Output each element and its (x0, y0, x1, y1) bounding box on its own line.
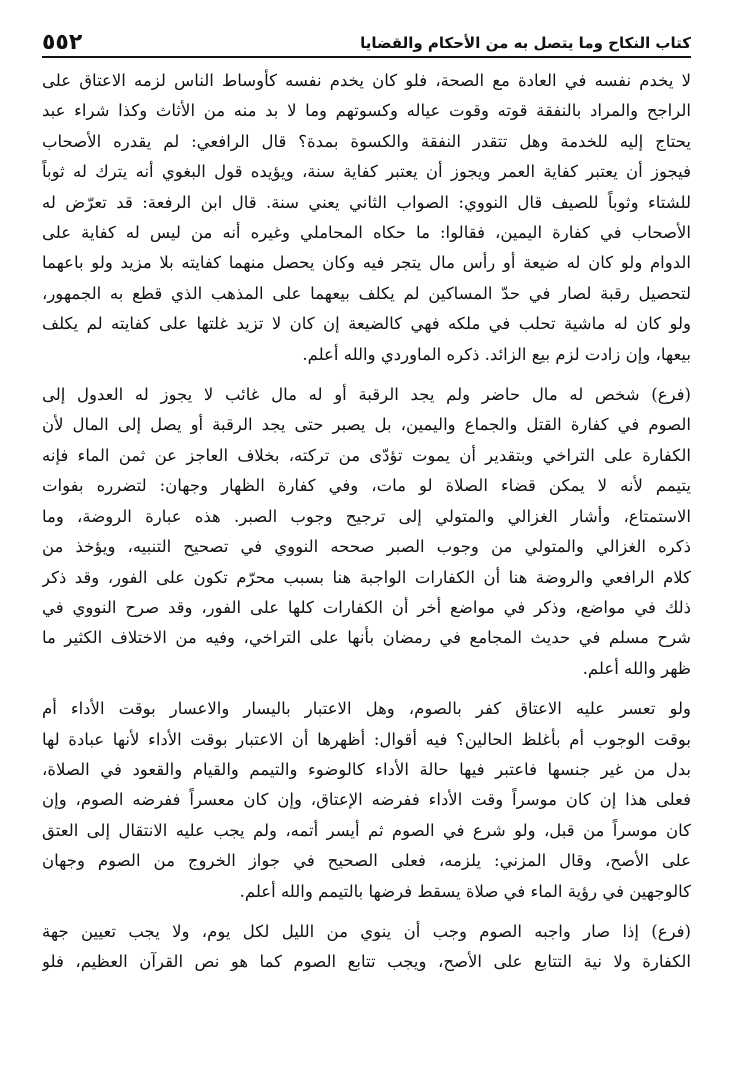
text-line: الاستمتاع، وأشار الغزالي والمتولي إلى ترجيح وجوب الصبر. هذه عبارة الروضة، وما (42, 506, 691, 526)
running-title: كتاب النكاح وما يتصل به من الأحكام والقضايا (360, 34, 691, 52)
text-line: كلام الرافعي والروضة هنا أن الكفارات الواجبة هنا بسبب محرّم تكون على الفور، وقد ذكر (42, 567, 691, 587)
text-line: يتيمم لأنه لا يمكن قضاء الصلاة لو مات، وفي كفارة الظهار وجهان: لتضرره بفوات (42, 476, 691, 496)
paragraph-1 (42, 66, 691, 370)
paragraph-4 (42, 917, 691, 978)
text-line: شرح مسلم في حديث المجامع في رمضان بأنها على التراخي، وفيه من الاختلاف الكثير ما (42, 628, 691, 648)
text-line: كان موسراً من قبل، ولو شرع في الصوم ثم أيسر أتمه، ولم يجب عليه الانتقال إلى العتق (42, 820, 691, 840)
text-line: ذلك في مواضع، وذكر في مواضع أخر أن الكفارات كلها على الفور، وقد صرح النووي في (42, 597, 691, 617)
text-line: (فرع) إذا صار واجبه الصوم وجب أن ينوي من الليل لكل يوم، ولا يجب تعيين جهة (42, 921, 691, 941)
text-line: الأصحاب في كفارة اليمين، فقالوا: ما حكاه المحاملي وغيره أنه من ليس له كفاية على (42, 223, 691, 243)
text-line: لا يخدم نفسه في العادة مع الصحة، فلو كان يخدم نفسه كأوساط الناس لزمه الاعتاق على (42, 71, 691, 90)
body-text (42, 66, 691, 978)
text-line: الكفارة ولا نية التتابع على الأصح، ويجب تتابع الصوم كما هو نص القرآن العظيم، فلو (42, 952, 691, 972)
text-line: الراجح والمراد بالنفقة قوته وقوت عياله وكسوتهم وما لا بد منه من الأثاث وكذا شراء عبد (42, 101, 691, 121)
page-header (42, 22, 691, 58)
text-line: بيعها، وإن زادت لزم بيع الزائد. ذكره الماوردي والله أعلم. (302, 344, 691, 364)
text-line: فيجوز أن يعتبر كفاية العمر ويجوز أن يعتبر كفاية سنة، ويؤيده قول البغوي أنه يترك له ثوباً (42, 162, 691, 182)
page-number: ٥٥٢ (42, 30, 83, 55)
paragraph-3 (42, 694, 691, 907)
text-line: (فرع) شخص له مال حاضر ولم يجد الرقبة أو له مال غائب لا يجوز له العدول إلى (42, 385, 691, 405)
text-line: يحتاج إليه للخدمة وهل تتقدر النفقة والكسوة بمدة؟ قال الرافعي: لم يقدره الأصحاب (42, 131, 691, 151)
text-line: للشتاء وثوباً للصيف قال النووي: الصواب الثاني يعني سنة. قال ابن الرفعة: قد تعرّض له (42, 192, 691, 212)
text-line: بدل من غير جنسها فاعتبر فيها حالة الأداء كالوضوء والتيمم والقيام والقعود في الصلاة، (42, 759, 691, 779)
text-line: ذكره الغزالي والمتولي من وجوب الصبر صححه النووي في تصحيح التنبيه، ويؤخذ من (42, 537, 691, 557)
text-line: ولو كان له ماشية تحلب في ملكه فهي كالضيعة إن كان لا تزيد غلتها على كفايته لم يكلف (42, 314, 691, 334)
text-line: الصوم في كفارة القتل والجماع واليمين، بل يصبر حتى يجد الرقبة أو يصل إلى المال لأن (42, 415, 691, 435)
text-line: الكفارة على التراخي وبتقدير أن يموت تؤدّى من تركته، بخلاف العاجز عن ثمن الماء فإنه (42, 445, 691, 465)
text-line: بوقت الوجوب أم بأغلظ الحالين؟ فيه أقوال: أظهرها أن الاعتبار بوقت الأداء لأنها عبادة لها (42, 729, 691, 749)
text-line: على الأصح، وقال المزني: يلزمه، فعلى الصحيح في جواز الخروج من الصوم وجهان (42, 851, 691, 871)
text-line: فعلى هذا إن كان موسراً وقت الأداء ففرضه الإعتاق، وإن كان معسراً ففرضه الصوم، وإن (42, 790, 691, 810)
text-line: الدوام ولو كان له ضيعة أو رأس مال يتجر فيه وكان يحصل منهما كفايته بلا مزيد ولو باعهما (42, 253, 691, 273)
text-line: كالوجهين في رؤية الماء في صلاة يسقط فرضها بالتيمم والله أعلم. (239, 881, 691, 901)
text-line: ظهر والله أعلم. (582, 658, 691, 678)
text-line: ولو تعسر عليه الاعتاق كفر بالصوم، وهل الاعتبار باليسار والاعسار بوقت الأداء أم (42, 699, 691, 719)
text-line: لتحصيل رقبة لصار في حدّ المساكين لم يكلف بيعهما على المذهب الذي قطع به الجمهور، (42, 283, 691, 303)
paragraph-2 (42, 380, 691, 684)
